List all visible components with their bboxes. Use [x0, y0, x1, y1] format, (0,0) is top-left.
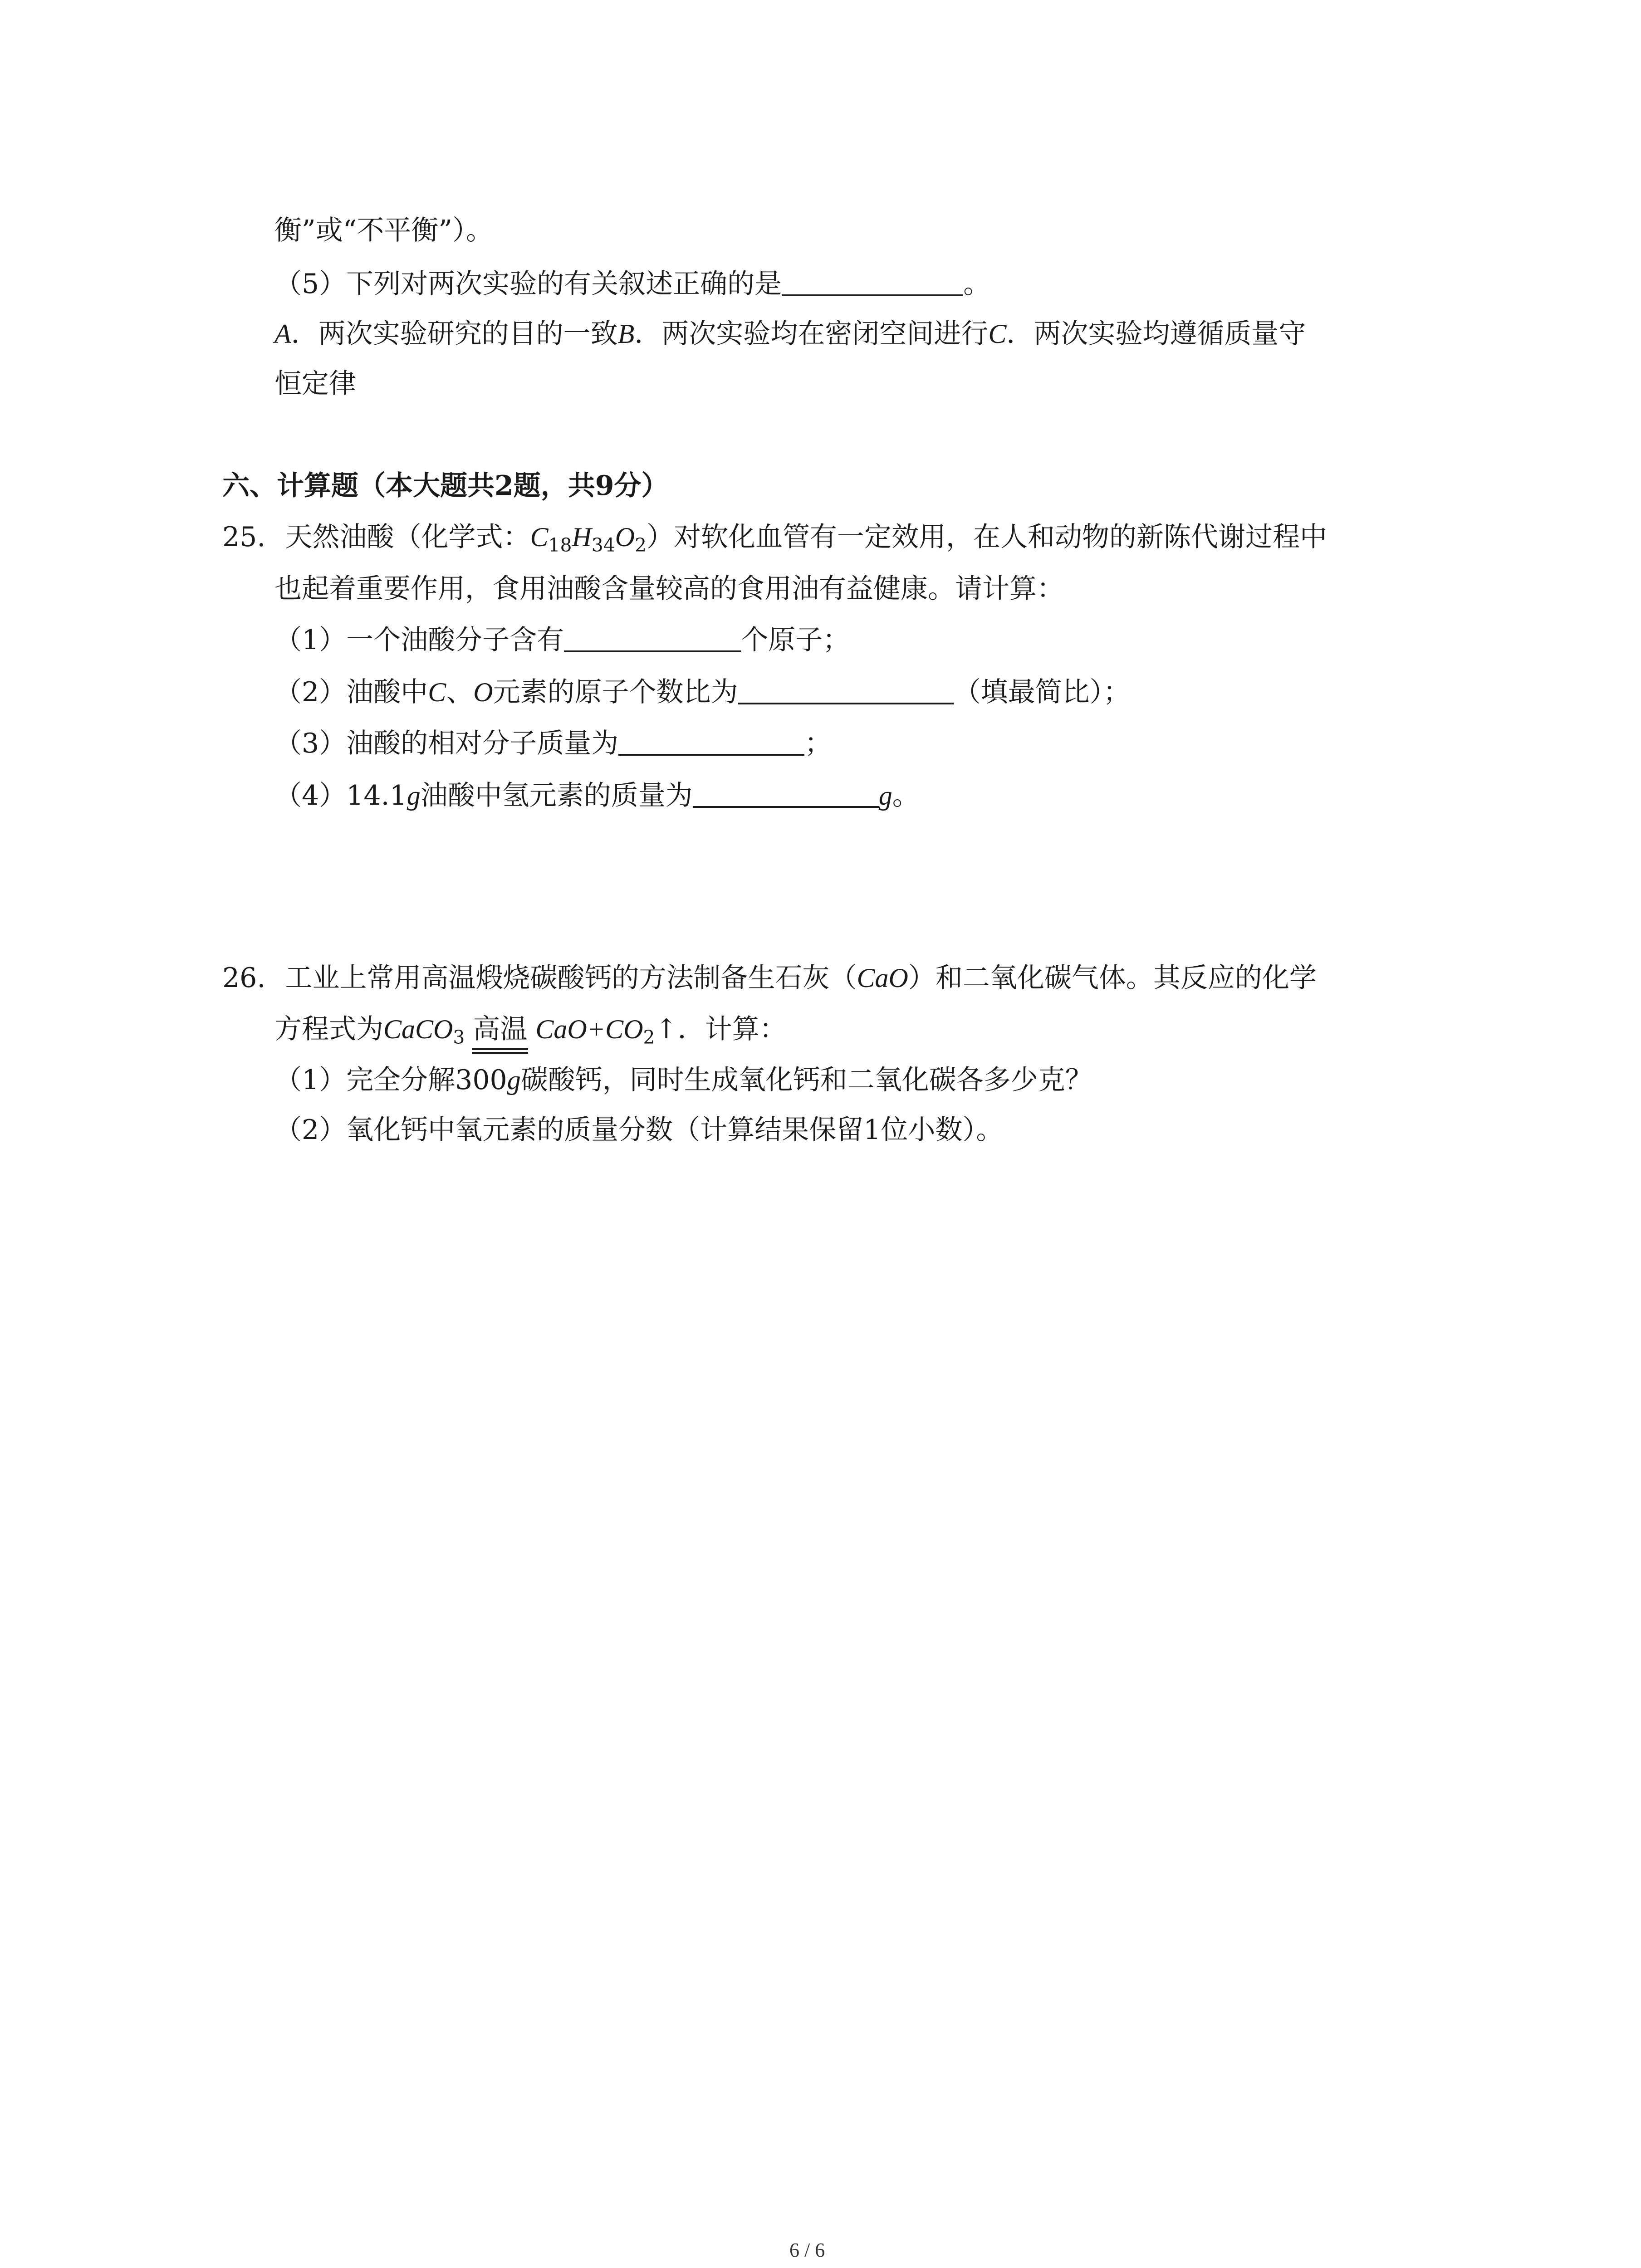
prev-options-cont: 恒定律: [274, 368, 356, 400]
q26-line1: 26. 工业上常用高温煅烧碳酸钙的方法制备生石灰（CaO）和二氧化碳气体。其反应的化学: [222, 962, 1317, 994]
answer-blank[interactable]: [738, 677, 954, 704]
section-title: 六、计算题（本大题共2题，共9分）: [222, 470, 669, 502]
q26-equation-line: 方程式为CaCO$_3$ 高温 $CaO+CO_2↑$．计算：: [274, 1013, 787, 1049]
answer-blank[interactable]: [618, 728, 804, 756]
question-number: 25.: [222, 521, 266, 553]
q25-sub-1: （1）一个油酸分子含有 个原子；: [274, 624, 850, 656]
answer-blank[interactable]: [564, 625, 741, 652]
answer-blank[interactable]: [782, 269, 963, 296]
question-number: 26.: [222, 962, 266, 994]
answer-blank[interactable]: [693, 780, 879, 808]
q26-sub-1: （1）完全分解300g碳酸钙，同时生成氧化钙和二氧化碳各多少克？: [274, 1064, 1092, 1096]
q25-sub-4: （4）14.1g油酸中氢元素的质量为 g。: [274, 780, 920, 811]
q25-intro-line1: 25. 天然油酸（化学式：$C_{18}H_{34}O_2$）对软化血管有一定效用，在人和动物的新陈代谢过程中: [222, 521, 1327, 557]
gas-arrow-icon: ↑: [655, 1013, 678, 1045]
reaction-condition: 高温: [465, 1013, 535, 1046]
q26-sub-2: （2）氧化钙中氧元素的质量分数（计算结果保留1位小数）。: [274, 1114, 1004, 1146]
q25-intro-line2: 也起着重要作用，食用油酸含量较高的食用油有益健康。请计算：: [274, 573, 1064, 605]
page-number: 6 / 6: [789, 2239, 825, 2261]
prev-options: A．两次实验研究的目的一致B．两次实验均在密闭空间进行C．两次实验均遵循质量守: [274, 318, 1306, 350]
q25-sub-2: （2）油酸中C、O元素的原子个数比为 （填最简比）；: [274, 676, 1131, 708]
q25-sub-3: （3）油酸的相对分子质量为 ；: [274, 728, 832, 759]
prev-line-end: 衡”或“不平衡”）。: [274, 215, 494, 246]
prev-question-5: （5）下列对两次实验的有关叙述正确的是 。: [274, 268, 991, 300]
